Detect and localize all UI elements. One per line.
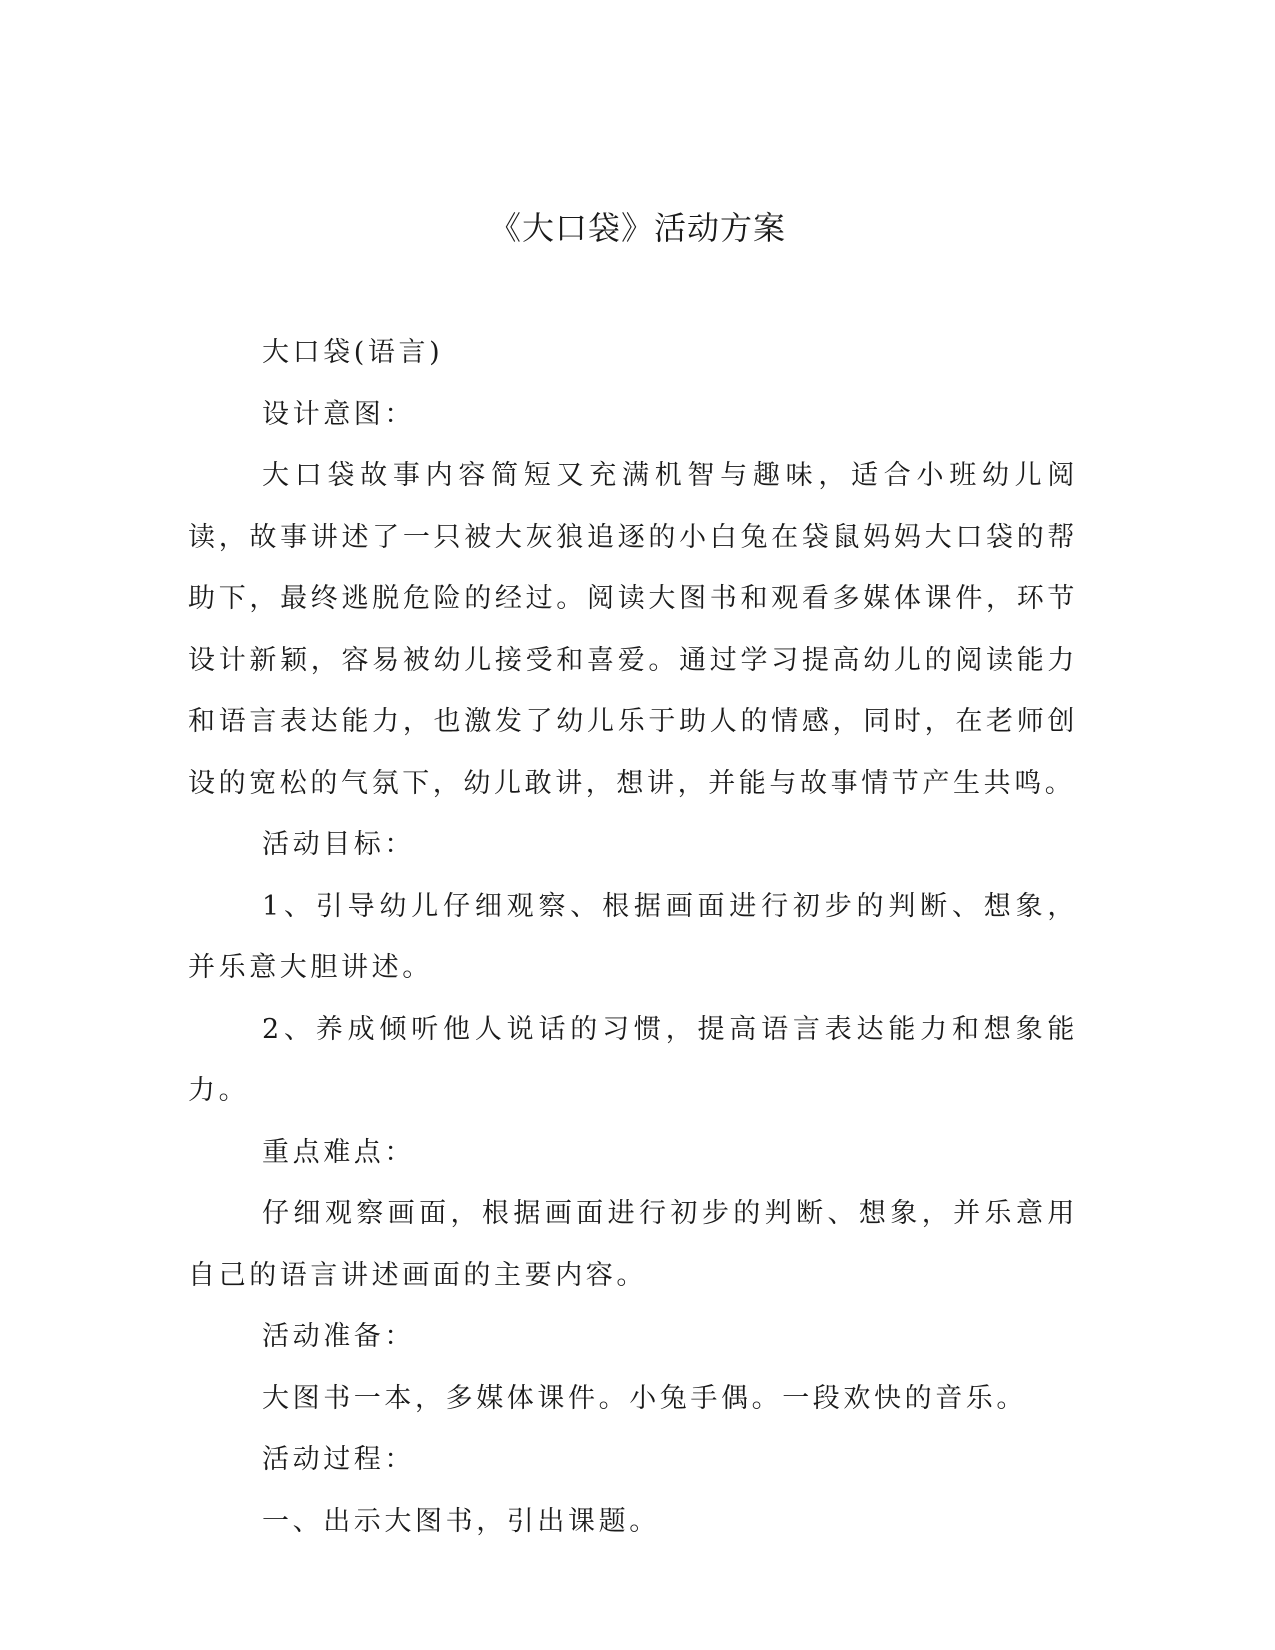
key-points-paragraph: 仔细观察画面，根据画面进行初步的判断、想象，并乐意用自己的语言讲述画面的主要内容。 xyxy=(188,1198,1078,1291)
document-body xyxy=(188,322,1078,1552)
preparation-paragraph: 大图书一本，多媒体课件。小兔手偶。一段欢快的音乐。 xyxy=(262,1382,1027,1414)
objective-item-1: 1、引导幼儿仔细观察、根据画面进行初步的判断、想象，并乐意大胆讲述。 xyxy=(188,890,1078,983)
section-heading-design-intent: 设计意图： xyxy=(262,398,415,430)
section-heading-objectives: 活动目标： xyxy=(262,829,415,860)
lesson-name: 大口袋(语言) xyxy=(262,337,444,368)
design-intent-paragraph: 大口袋故事内容简短又充满机智与趣味，适合小班幼儿阅读，故事讲述了一只被大灰狼追逐的小白兔在袋鼠妈妈大口袋的帮助下，最终逃脱危险的经过。阅读大图书和观看多媒体课件，环节设计新颖，容易被幼儿接受和喜爱。通过学习提高幼儿的阅读能力和语言表达能力，也激发了幼儿乐于助人的情感，同时，在老师创设的宽松的气氛下，幼儿敢讲，想讲，并能与故事情节产生共鸣。 xyxy=(188,460,1078,799)
section-heading-preparation: 活动准备： xyxy=(262,1321,415,1352)
section-heading-process: 活动过程： xyxy=(262,1444,415,1475)
section-heading-key-points: 重点难点： xyxy=(262,1136,415,1168)
process-step-1: 一、出示大图书，引出课题。 xyxy=(262,1505,660,1537)
objective-item-2: 2、养成倾听他人说话的习惯，提高语言表达能力和想象能力。 xyxy=(188,1013,1078,1106)
document-title: 《大口袋》活动方案 xyxy=(488,209,786,247)
